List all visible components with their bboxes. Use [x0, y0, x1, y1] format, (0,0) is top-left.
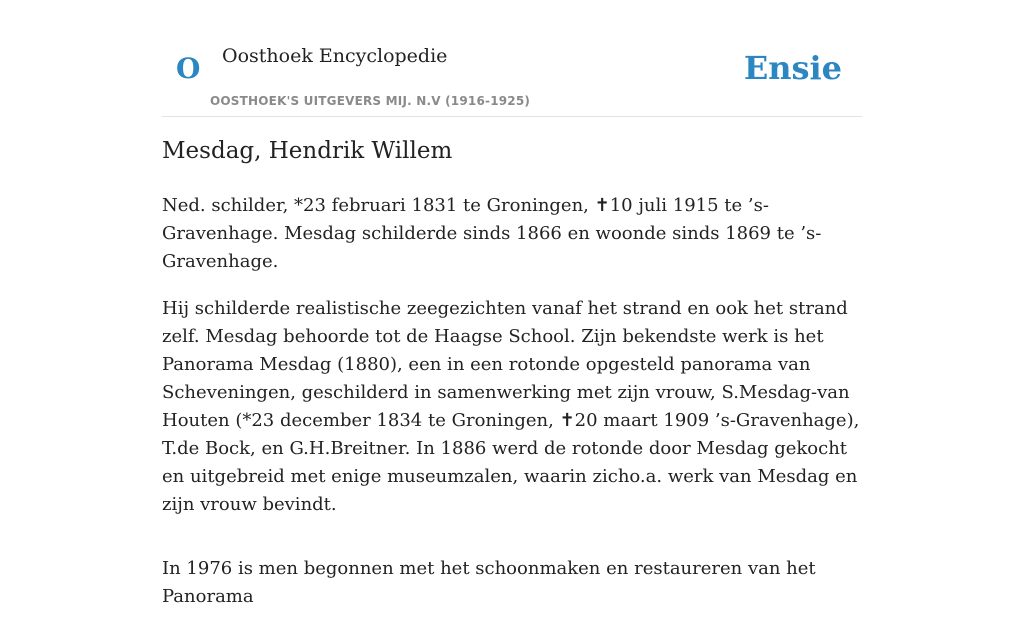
article-paragraph: Ned. schilder, *23 februari 1831 te Groningen, ✝10 juli 1915 te ’s-Gravenhage. Mesdag schilderde sinds 1866 en woonde sinds 1869 te ’s-Gravenhage. [162, 195, 822, 272]
ensie-logo-link[interactable]: Ensie [743, 49, 842, 87]
source-logo-icon[interactable]: O [176, 52, 201, 85]
source-title-link[interactable]: Oosthoek Encyclopedie [222, 45, 448, 67]
article-paragraph: In 1976 is men begonnen met het schoonmaken en restaureren van het Panorama [162, 558, 816, 607]
source-header [162, 0, 862, 117]
page [162, 0, 862, 607]
article-paragraph: Hij schilderde realistische zeegezichten vanaf het strand en ook het strand zelf. Mesdag behoorde tot de Haagse School. Zijn bekendste werk is het Panorama Mesdag (1880), een in een rotonde opgesteld panorama van Scheveningen, geschilderd in samenwerking met zijn vrouw, S.Mesdag-van Houten (*23 december 1834 te Groningen, ✝20 maart 1909 ’s-Gravenhage), T.de Bock, en G.H.Breitner. In 1886 werd de rotonde door Mesdag gekocht en uitgebreid met enige museumzalen, waarin zicho.a. werk van Mesdag en zijn vrouw bevindt. [162, 298, 860, 515]
article-body [162, 192, 862, 630]
article-title: Mesdag, Hendrik Willem [162, 138, 453, 164]
publisher-label: OOSTHOEK'S UITGEVERS MIJ. N.V (1916-1925) [210, 94, 531, 108]
